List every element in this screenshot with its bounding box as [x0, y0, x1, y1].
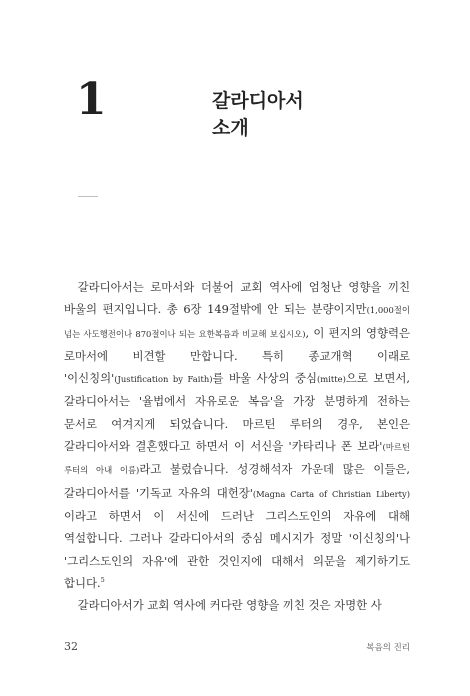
text-run: 으로 보면서, 갈라디아서는 '율법에서 자유로운 복음'을 가장 분명하게 전하는 문서로 여겨지게 되었습니다. 마르틴 루터의 경우, 본인은 갈라디아서와 결혼했다고 하면서 이 서신을 '카타리나 폰 보라': [64, 371, 410, 454]
text-run: 라고 불렀습니다. 성경해석자 가운데 많은 이들은, 갈라디아서를 '기독교 자유의 대헌장': [64, 462, 410, 500]
chapter-title-line2: 소개: [212, 117, 249, 139]
footnote-ref[interactable]: 5: [100, 576, 105, 585]
parenthetical-note: (Justification by Faith): [114, 374, 213, 385]
body-text: [64, 276, 410, 616]
running-title: 복음의 진리: [366, 643, 410, 653]
text-run: , 이 편지의 영향력은 로마서에 비견할 만합니다. 특히 종교개혁 이래로 '이신칭의': [64, 325, 410, 386]
parenthetical-note: (Magna Carta of Christian Liberty): [252, 488, 410, 499]
parenthetical-note: (mitte): [317, 374, 346, 385]
parenthetical-note: (마르틴 루터의 아내 이름): [64, 442, 410, 476]
paragraph-1: [64, 276, 410, 594]
page-number: 32: [64, 640, 78, 653]
chapter-title: [212, 88, 304, 142]
chapter-title-line1: 갈라디아서: [212, 90, 304, 112]
text-run: 이라고 하면서 이 서신에 드러난 그리스도인의 자유에 대해 역설합니다. 그러나 갈라디아서의 중심 메시지가 정말 '이신칭의'나 '그리스도인의 자유'에 관한 것인지에 대해서 의문을 제기하기도 합니다.: [64, 508, 410, 590]
text-run: 갈라디아서는 로마서와 더불어 교회 역사에 엄청난 영향을 끼친 바울의 편지입니다. 총 6장 149절밖에 안 되는 분량이지만: [64, 280, 410, 317]
parenthetical-note: (1,000절이 넘는 사도행전이나 870절이나 되는 요한복음과 비교해 보십시오): [64, 305, 410, 339]
chapter-divider: [78, 196, 98, 197]
text-run: 를 바울 사상의 중심: [212, 371, 318, 386]
paragraph-2: 갈라디아서가 교회 역사에 커다란 영향을 끼친 것은 자명한 사: [77, 598, 382, 613]
chapter-number: 1: [76, 74, 107, 125]
